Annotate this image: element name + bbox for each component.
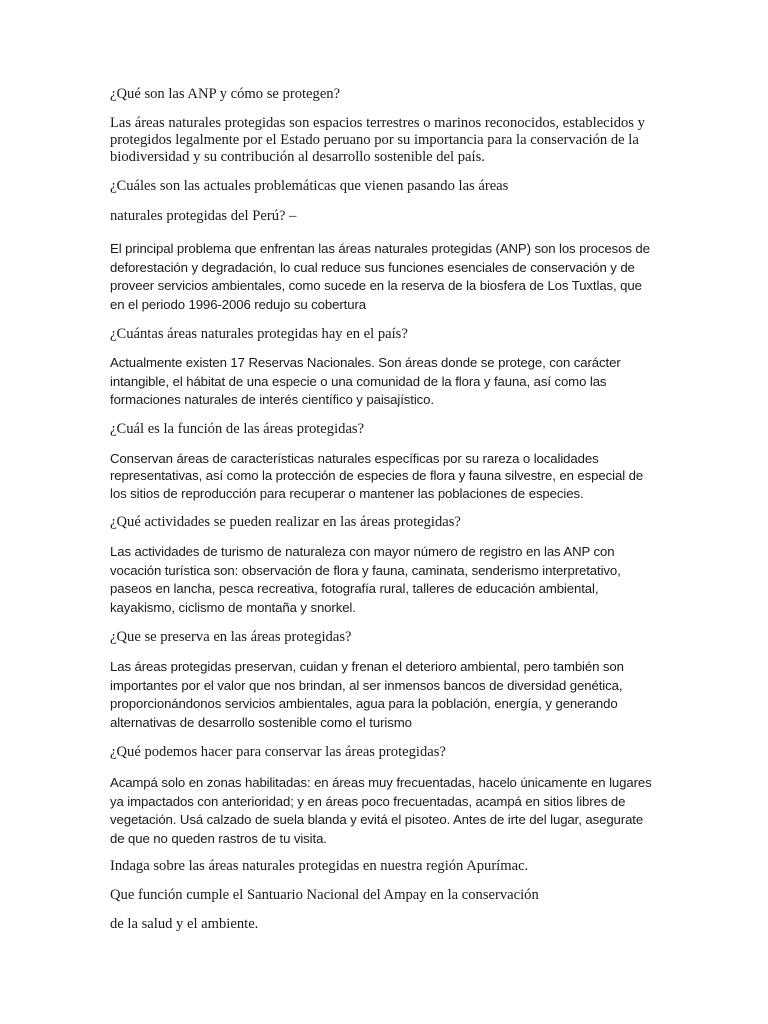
document-page: [110, 86, 655, 933]
question-conserve: ¿Qué podemos hacer para conservar las áreas protegidas?: [110, 744, 446, 760]
answer-preserve: Las áreas protegidas preservan, cuidan y frenan el deterioro ambiental, pero también son importantes por el valor que nos brindan, al ser inmensos bancos de diversidad genética, proporcionándonos servicios ambientales, agua para la población, energía, y generando alternativas de desarrollo sostenible como el turismo: [110, 659, 624, 730]
question-anp-definition: ¿Qué son las ANP y cómo se protegen?: [110, 86, 341, 102]
question-how-many: ¿Cuántas áreas naturales protegidas hay en el país?: [110, 326, 408, 342]
question-problems-line2: naturales protegidas del Perú? –: [110, 208, 297, 224]
answer-conserve: Acampá solo en zonas habilitadas: en áreas muy frecuentadas, hacelo únicamente en lugares ya impactados con anterioridad; y en áreas poco frecuentadas, acampá en sitios libres de vegetación. Usá calzado de suela blanda y evitá el pisoteo. Antes de irte del lugar, asegurate de que no queden rastros de tu visita.: [110, 775, 652, 846]
prompt-ampay-line2: de la salud y el ambiente.: [110, 916, 259, 932]
answer-how-many: Actualmente existen 17 Reservas Nacionales. Son áreas donde se protege, con carácter intangible, el hábitat de una especie o una comunidad de la flora y fauna, así como las formaciones naturales de interés científico y paisajístico.: [110, 355, 621, 407]
prompt-ampay-line1: Que función cumple el Santuario Nacional del Ampay en la conservación: [110, 887, 539, 903]
question-function: ¿Cuál es la función de las áreas protegidas?: [110, 420, 365, 437]
prompt-investigate-apurimac: Indaga sobre las áreas naturales protegidas en nuestra región Apurímac.: [110, 858, 529, 874]
question-activities: ¿Qué actividades se pueden realizar en las áreas protegidas?: [110, 514, 461, 530]
answer-function: Conservan áreas de características naturales específicas por su rareza o localidades representativas, así como la protección de especies de flora y fauna silvestre, en especial de los sitios de reproducción para recuperar o mantener las poblaciones de especies.: [110, 450, 644, 501]
answer-problems: El principal problema que enfrentan las áreas naturales protegidas (ANP) son los procesos de deforestación y degradación, lo cual reduce sus funciones esenciales de conservación y de proveer servicios ambientales, como sucede en la reserva de la biosfera de Los Tuxtlas, que en el periodo 1996-2006 redujo su cobertura: [110, 241, 650, 312]
answer-activities: Las actividades de turismo de naturaleza con mayor número de registro en las ANP con vocación turística son: observación de flora y fauna, caminata, senderismo interpretativo, paseos en lancha, pesca recreativa, fotografía rural, talleres de educación ambiental, kayakismo, ciclismo de montaña y snorkel.: [110, 544, 621, 615]
answer-anp-definition: Las áreas naturales protegidas son espacios terrestres o marinos reconocidos, establecidos y protegidos legalmente por el Estado peruano por su importancia para la conservación de la biodiversidad y su contribución al desarrollo sostenible del país.: [110, 115, 645, 165]
question-preserve: ¿Que se preserva en las áreas protegidas?: [110, 629, 352, 645]
question-problems-line1: ¿Cuáles son las actuales problemáticas que vienen pasando las áreas: [110, 178, 509, 194]
